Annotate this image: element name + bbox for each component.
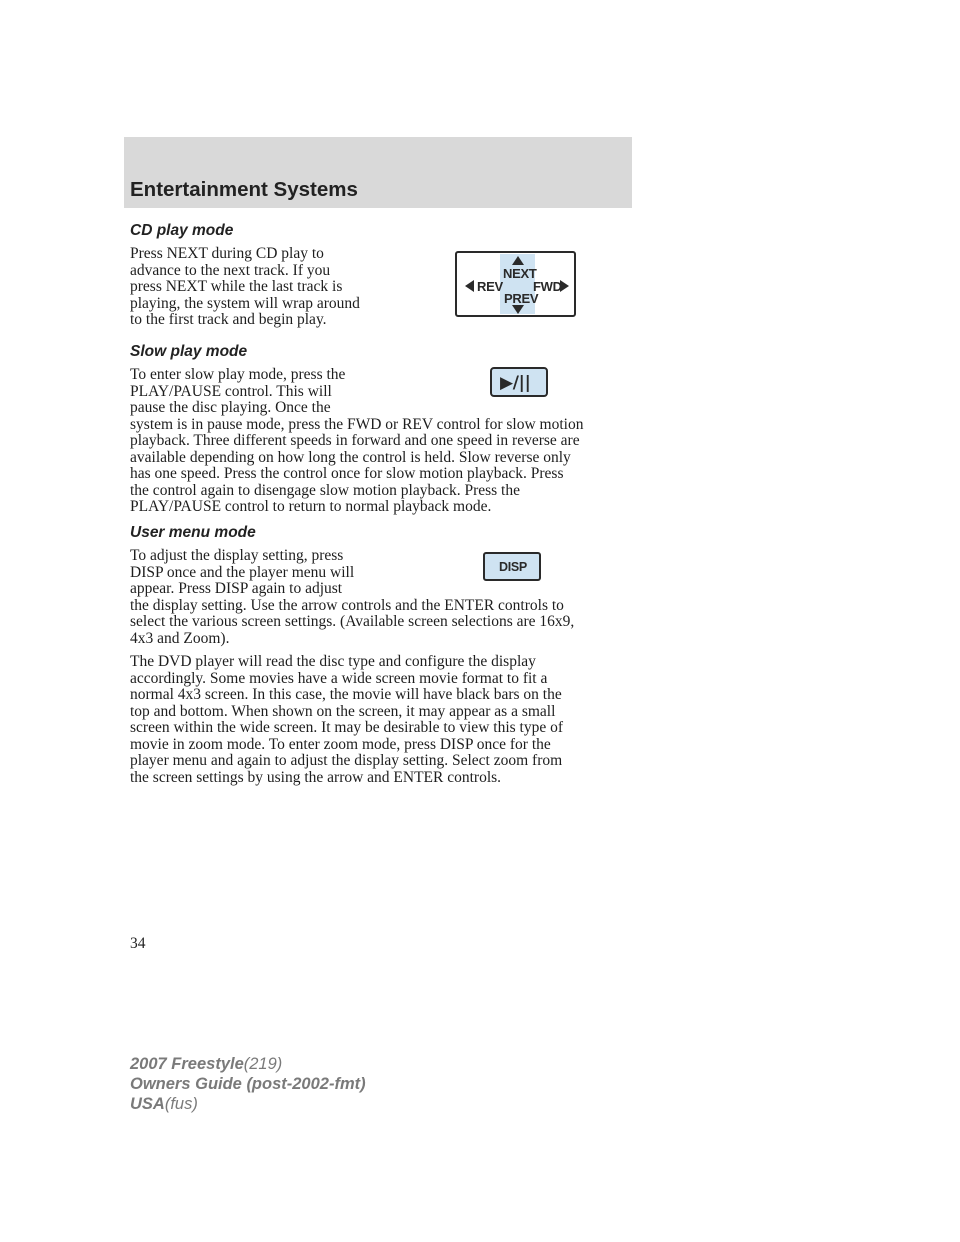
right-arrow-icon	[560, 280, 569, 292]
paragraph-line: normal 4x3 screen. In this case, the movie will have black bars on the	[130, 686, 562, 703]
footer-model: 2007 Freestyle	[130, 1055, 244, 1073]
paragraph-line: has one speed. Press the control once for slow motion playback. Press	[130, 465, 564, 482]
paragraph-line: the control again to disengage slow motion playback. Press the	[130, 481, 520, 499]
disp-control-illustration	[483, 552, 541, 581]
footer-line-3	[130, 1095, 198, 1114]
footer-line-2	[130, 1075, 366, 1094]
footer-market-code: (fus)	[164, 1095, 198, 1113]
paragraph-line: To enter slow play mode, press the	[130, 366, 346, 383]
paragraph-line: player menu and again to adjust the display setting. Select zoom from	[130, 752, 563, 769]
paragraph-line: playing, the system will wrap around	[130, 294, 360, 312]
paragraph-line: the display setting. Use the arrow controls and the ENTER controls to	[130, 596, 564, 614]
paragraph-line: DISP once and the player menu will	[130, 563, 355, 581]
fwd-label: FWD	[533, 279, 562, 294]
paragraph-line: accordingly. Some movies have a wide screen movie format to fit a	[130, 669, 548, 687]
footer-market: USA	[130, 1095, 165, 1113]
paragraph-line: advance to the next track. If you	[130, 261, 331, 279]
footer-line-1	[130, 1055, 282, 1074]
play-pause-control-illustration	[490, 367, 548, 397]
page-number: 34	[130, 935, 146, 952]
paragraph-line: to the first track and begin play.	[130, 311, 327, 328]
prev-label: PREV	[504, 291, 539, 306]
play-pause-icon: ▶/||	[500, 373, 531, 393]
rev-label: REV	[477, 279, 503, 294]
up-arrow-icon	[512, 256, 524, 265]
next-label: NEXT	[503, 266, 537, 281]
footer-model-code: (219)	[243, 1055, 283, 1073]
section-title-cd-play: CD play mode	[130, 222, 234, 239]
paragraph-line: top and bottom. When shown on the screen, it may appear as a small	[130, 702, 556, 720]
paragraph-line: movie in zoom mode. To enter zoom mode, press DISP once for the	[130, 735, 551, 753]
paragraph-line: appear. Press DISP again to adjust	[130, 580, 343, 597]
down-arrow-icon	[512, 305, 524, 314]
paragraph-line: the screen settings by using the arrow and ENTER controls.	[130, 768, 502, 786]
paragraph-line: screen within the wide screen. It may be desirable to view this type of	[130, 719, 564, 736]
paragraph-line: pause the disc playing. Once the	[130, 399, 331, 416]
page-section-title: Entertainment Systems	[130, 178, 358, 201]
left-arrow-icon	[465, 280, 474, 292]
paragraph-line: Press NEXT during CD play to	[130, 245, 324, 262]
paragraph-line: select the various screen settings. (Available screen selections are 16x9,	[130, 613, 575, 630]
footer-guide: Owners Guide (post-2002-fmt)	[130, 1075, 366, 1093]
paragraph-line: available depending on how long the control is held. Slow reverse only	[130, 448, 571, 466]
disp-label: DISP	[499, 560, 527, 574]
paragraph-line: PLAY/PAUSE control to return to normal playback mode.	[130, 498, 492, 515]
section-title-user-menu: User menu mode	[130, 524, 256, 541]
paragraph-line: playback. Three different speeds in forward and one speed in reverse are	[130, 432, 580, 449]
paragraph-line: PLAY/PAUSE control. This will	[130, 382, 332, 400]
paragraph-line: system is in pause mode, press the FWD or REV control for slow motion	[130, 415, 584, 433]
paragraph-line: To adjust the display setting, press	[130, 547, 344, 564]
paragraph-line: The DVD player will read the disc type and configure the display	[130, 653, 536, 670]
paragraph-line: press NEXT while the last track is	[130, 278, 343, 295]
nav-control-illustration	[455, 251, 576, 317]
section-title-slow-play: Slow play mode	[130, 343, 248, 360]
paragraph-line: 4x3 and Zoom).	[130, 629, 230, 647]
